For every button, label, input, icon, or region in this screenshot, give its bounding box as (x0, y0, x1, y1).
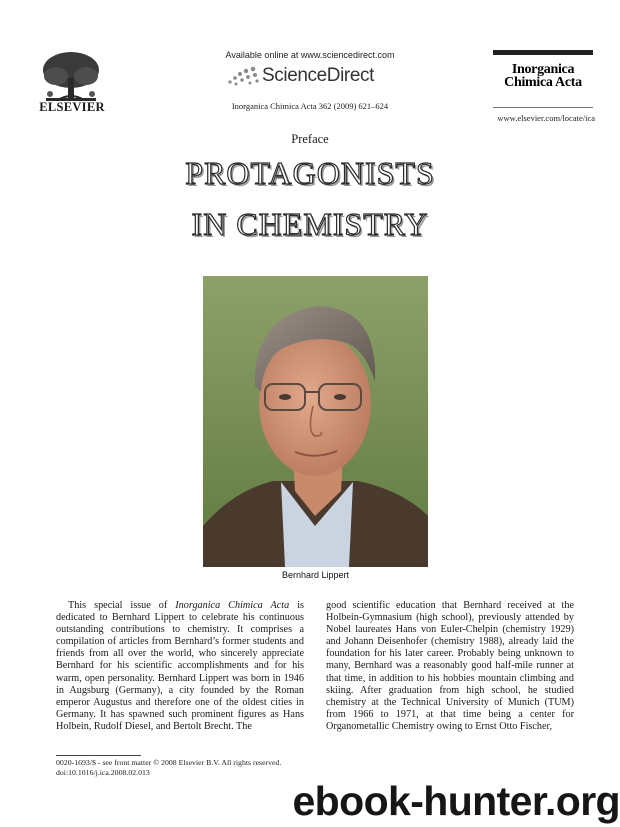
copyright-line: 0020-1693/$ - see front matter © 2008 Elsevier B.V. All rights reserved. (56, 758, 282, 767)
body-column-left (56, 600, 304, 733)
journal-name-italic: Inorganica Chimica Acta (175, 600, 290, 611)
body-text: is dedicated to Bernhard Lippert to celebrate his continuous outstanding contributions to chemistry. It comprises a compilation of articles from Bernhard’s former students and friends from all over the world, who sincerely appreciate Bernhard for his scientific accomplishments and for his warm, open personality. Bernhard Lippert was born in 1946 in Augsburg (Germany), a city founded by the Roman emperor Augustus and therefore one of the oldest cities in Germany. It has spawned such prominent figures as Hans Holbein, Rudolf Diesel, and Bertolt Brecht. The (56, 600, 305, 732)
section-label: Preface (291, 132, 329, 146)
copyright-footer (56, 758, 356, 777)
portrait-photo (203, 276, 428, 567)
doi-line: doi:10.1016/j.ica.2008.02.013 (56, 767, 150, 777)
article-title-line-1: PROTAGONISTS (185, 155, 435, 191)
journal-name-line-2: Chimica Acta (504, 75, 582, 90)
body-column-right: good scientific education that Bernhard received at the Holbein-Gymnasium (high school), previously attended by Nobel laureates Hans von Euler-Chelpin (chemistry 1929) and Johann Deisenhofer (chemistry 1988), already laid the foundation for his later career. Probably being unknown to many, Bernhard was a reasonably good half-mile runner at that time, in addition to his hobbies mountain climbing and skiing. After graduation from high school, he studied chemistry at the Technical University of Munich (TUM) from 1966 to 1971, at that time being a center for Organometallic Chemistry owing to Ernst Otto Fischer, (326, 600, 574, 732)
sciencedirect-wordmark: ScienceDirect (262, 65, 375, 86)
body-text: This special issue of (68, 600, 176, 611)
publisher-name: ELSEVIER (39, 100, 105, 114)
journal-url-link[interactable]: www.elsevier.com/locate/ica (497, 113, 595, 123)
journal-masthead (493, 50, 593, 108)
sciencedirect-dots-icon (226, 66, 262, 88)
journal-name (493, 63, 593, 89)
sciencedirect-logo (226, 64, 396, 92)
watermark-text: ebook-hunter.org (292, 778, 620, 824)
article-title-line-2: IN CHEMISTRY (191, 206, 429, 242)
journal-citation: Inorganica Chimica Acta 362 (2009) 621–624 (231, 101, 389, 111)
journal-name-line-1: Inorganica (511, 62, 575, 77)
footer-divider (56, 755, 141, 756)
photo-caption: Bernhard Lippert (281, 570, 350, 580)
available-online-text: Available online at www.sciencedirect.com (225, 50, 395, 60)
